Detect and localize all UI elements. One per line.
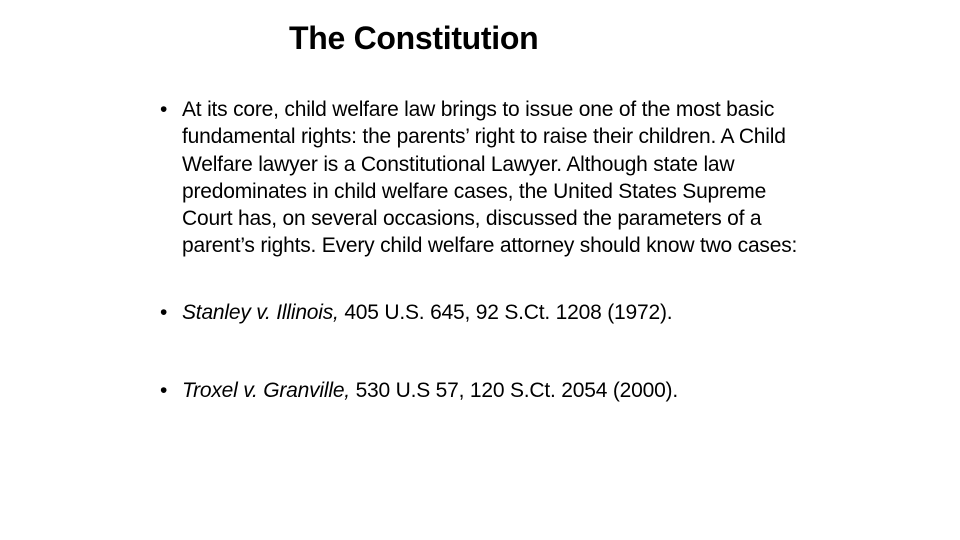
- slide-title: The Constitution: [289, 20, 539, 56]
- bullet-item-intro: [160, 96, 802, 260]
- case-citation: 530 U.S 57, 120 S.Ct. 2054 (2000).: [349, 379, 678, 403]
- bullet-icon: •: [160, 98, 168, 121]
- case-citation: 405 U.S. 645, 92 S.Ct. 1208 (1972).: [338, 300, 673, 324]
- bullet-item-case-stanley: [160, 299, 820, 326]
- bullet-item-case-troxel: [160, 377, 820, 404]
- bullet-icon: •: [160, 379, 168, 403]
- case-name: Stanley v. Illinois,: [182, 300, 339, 324]
- intro-text: At its core, child welfare law brings to issue one of the most basic fundamental rights: the parents’ right to raise their children. A Child Welfare lawyer is a Constitutional Lawyer. Although state law predominates in child welfare cases, the United States Supreme Court has, on several occasions, discussed the parameters of a parent’s rights. Every child welfare attorney should know two cases:: [182, 98, 798, 258]
- case-name: Troxel v. Granville,: [182, 379, 350, 403]
- bullet-icon: •: [160, 300, 168, 324]
- bullet-list: [160, 96, 820, 404]
